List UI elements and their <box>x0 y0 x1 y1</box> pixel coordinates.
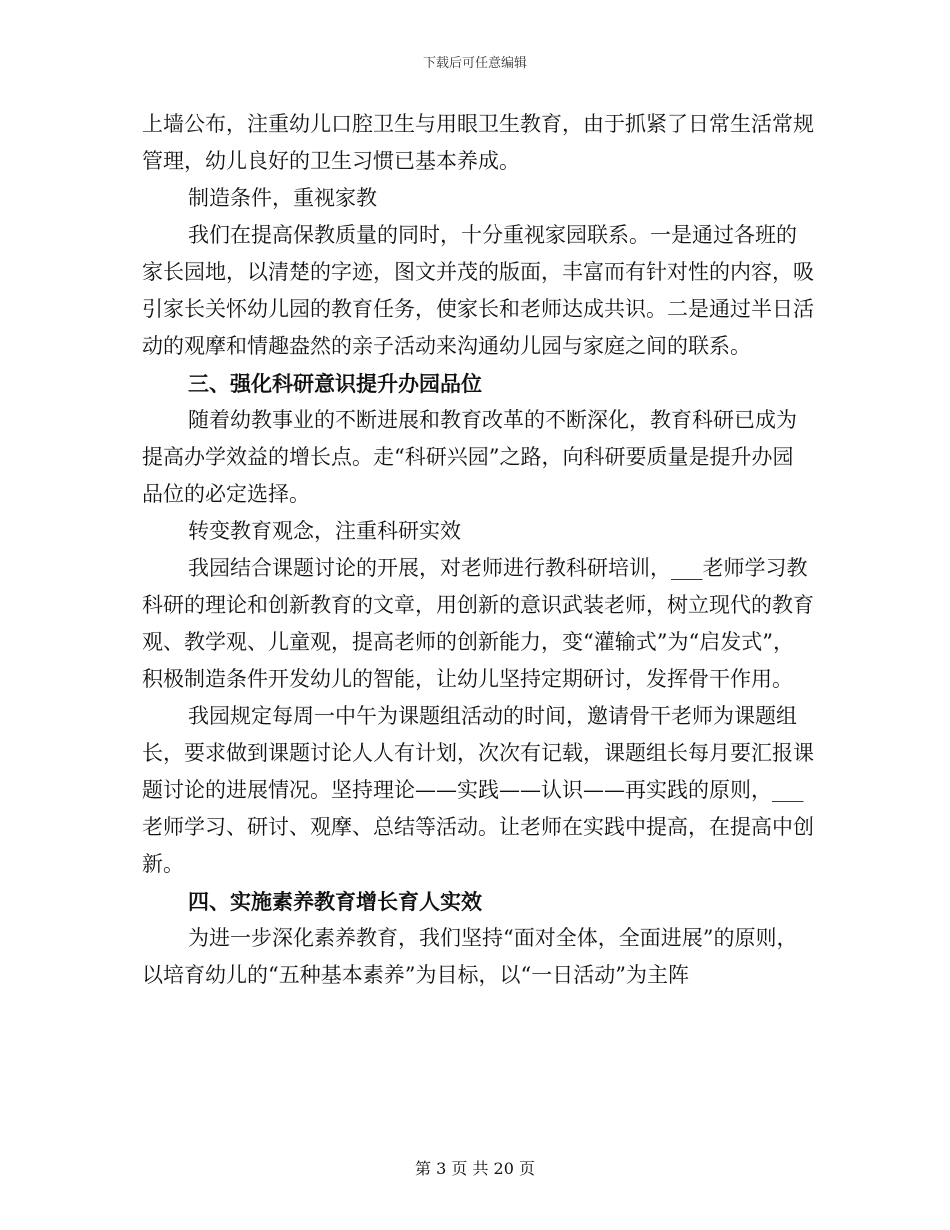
section-heading: 三、强化科研意识提升办园品位 <box>188 371 482 396</box>
page-number: 第 3 页 共 20 页 <box>415 1159 535 1178</box>
document-body <box>142 106 814 994</box>
paragraph: 我园结合课题讨论的开展，对老师进行教科研培训，___老师学习教科研的理论和创新教育的文章，用创新的意识武装老师，树立现代的教育观、教学观、儿童观，提高老师的创新能力，变“灌输式”为“启发式”，积极制造条件开发幼儿的智能，让幼儿坚持定期研讨，发挥骨干作用。 <box>142 556 814 691</box>
paragraph: 随着幼教事业的不断进展和教育改革的不断深化，教育科研已成为提高办学效益的增长点。走“科研兴园”之路，向科研要质量是提升办园品位的必定选择。 <box>142 408 797 506</box>
paragraph: 上墙公布，注重幼儿口腔卫生与用眼卫生教育，由于抓紧了日常生活常规管理，幼儿良好的卫生习惯已基本养成。 <box>142 112 814 173</box>
paragraph: 我们在提高保教质量的同时，十分重视家园联系。一是通过各班的家长园地，以清楚的字迹，图文并茂的版面，丰富而有针对性的内容，吸引家长关怀幼儿园的教育任务，使家长和老师达成共识。二是通过半日活动的观摩和情趣盎然的亲子活动来沟通幼儿园与家庭之间的联系。 <box>142 223 814 358</box>
subheading: 制造条件，重视家教 <box>188 186 377 210</box>
header-note: 下载后可任意编辑 <box>422 56 527 71</box>
subheading: 转变教育观念，注重科研实效 <box>188 519 461 543</box>
paragraph: 我园规定每周一中午为课题组活动的时间，邀请骨干老师为课题组长，要求做到课题讨论人人有计划，次次有记载，课题组长每月要汇报课题讨论的进展情况。坚持理论——实践——认识——再实践的原则，___老师学习、研讨、观摩、总结等活动。让老师在实践中提高，在提高中创新。 <box>142 704 814 876</box>
section-heading: 四、实施素养教育增长育人实效 <box>188 889 482 914</box>
paragraph: 为进一步深化素养教育，我们坚持“面对全体，全面进展”的原则，以培育幼儿的“五种基本素养”为目标，以“一日活动”为主阵 <box>142 926 798 987</box>
